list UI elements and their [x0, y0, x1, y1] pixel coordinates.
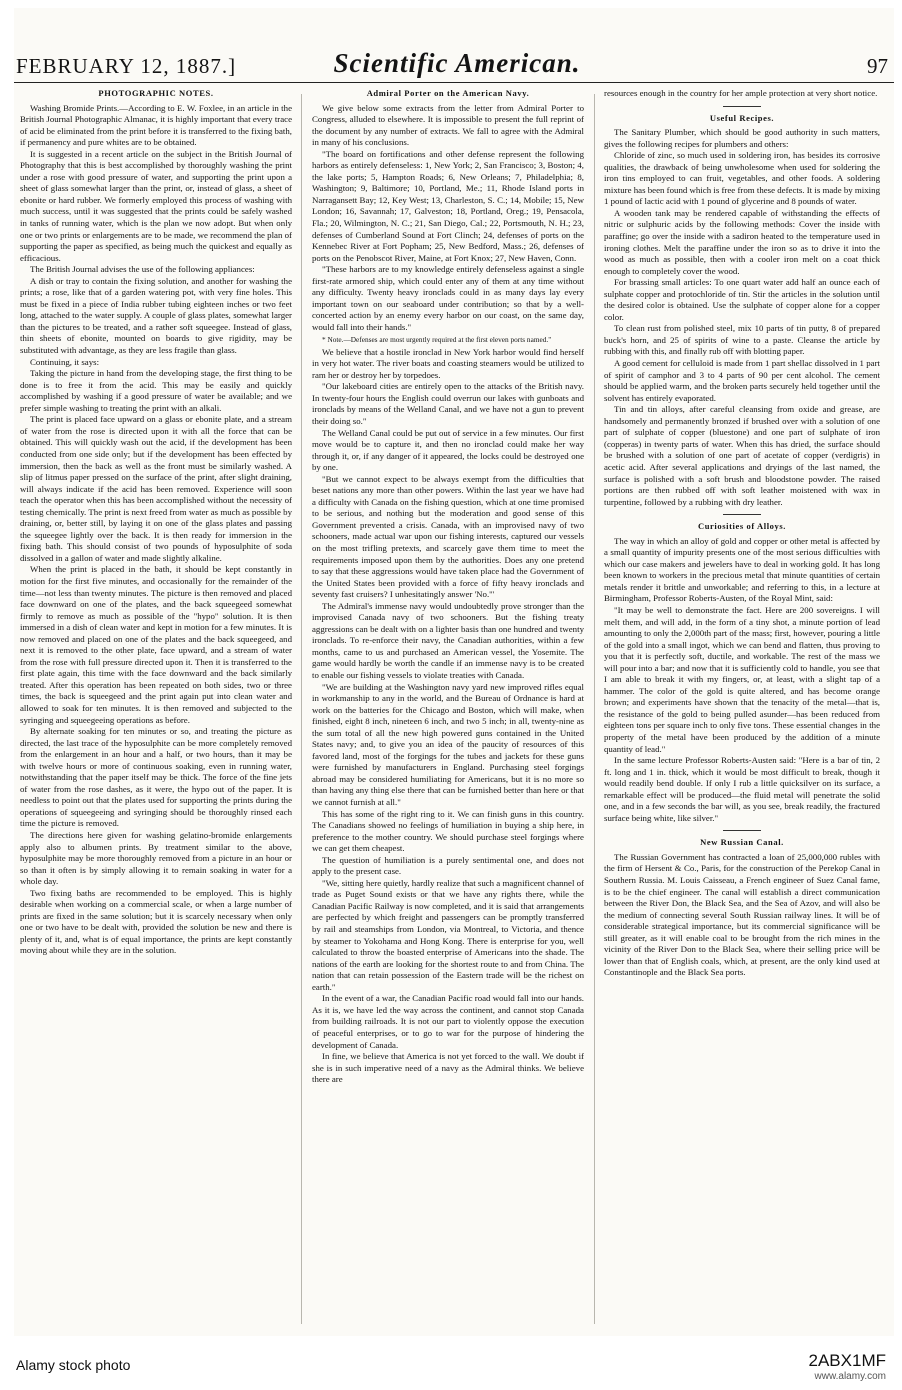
- paragraph: A dish or tray to contain the fixing solution, and another for washing the prints; a rose, like that of a garden watering pot, with very fine holes. This must be fixed in a piece of India rubber tubing eighteen inches or two feet long, attached to the water supply. A couple of glass plates, somewhat larger than the pictures to be treated, and a rather soft squeegee. Instead of glass, thin sheets of ebonite, mounted on boards to give rigidity, may be substituted with advantage, as they are less fragile than glass.: [20, 275, 292, 356]
- section-divider: [723, 830, 761, 831]
- article-sections: [604, 106, 880, 979]
- column-2: [312, 88, 584, 1328]
- paragraph: The Admiral's immense navy would undoubtedly prove stronger than the improvised Canada navy of two schooners. But the fishing treaty aggressions can be dealt with on a lighter basis than one hundred and twenty ironclads. To re-enforce their navy, the Canadian authorities, within a few months, came to us and purchased an American vessel, the Yosemite. The game would hardly be worth the candle if an immense navy is to be created to enable our fishing vessels to violate treaties with Canada.: [312, 600, 584, 680]
- paragraph: In the event of a war, the Canadian Pacific road would fall into our hands. As it is, we have led the way across the continent, and cannot stop Canada from building railroads. It is not our part to violently oppose the execution of peaceful enterprises, or to go to war for the purpose of hindering the development of Canada.: [312, 993, 584, 1050]
- watermark-brand: Alamy stock photo: [16, 1357, 131, 1373]
- page-number: 97: [867, 54, 888, 78]
- watermark-id: [809, 1351, 886, 1382]
- column-divider: [301, 94, 302, 1324]
- paragraph: Continuing, it says:: [30, 356, 100, 367]
- paragraph: "It may be well to demonstrate the fact. Here are 200 sovereigns. I will melt them, and will add, in the form of a tiny shot, a minute portion of lead amounting to only the 2,000th part of the mass; first, however, pouring a little of the gold into a small ingot, which we can bend and flatten, thus proving to you that it is perfectly soft, ductile, and workable. The rest of the mass we will pour into a bar; and now that it is sufficiently cold to handle, you see that I am able to break it with my fingers, or, at least, with a slight tap of a hammer. The color of the gold is quite altered, and has become orange brown; and experiments have shown that the tenacity of the metal—that is, the resistance of the gold to being pulled asunder—has been reduced from eighteen tons per square inch to only five tons. These essential changes in the property of the metal have been produced by the addition of a minute quantity of lead.": [604, 604, 880, 754]
- paragraph: Tin and tin alloys, after careful cleansing from oxide and grease, are handsomely and permanently bronzed if brushed over with a solution of one part of sulphate of copper (bluestone) and one part of sulphate of iron (copperas) in twenty parts of water. When this has dried, the surface should be brushed with a solution of one part of acetate of copper (verdigris) in acetic acid. After several applications and dryings of the last named, the surface is polished with a soft brush and bloodstone powder. The raised portions are then rubbed off with soft leather moistened with wax in turpentine, followed by a rubbing with dry leather.: [604, 404, 880, 507]
- section-divider: [723, 514, 761, 515]
- paragraph: We give below some extracts from the letter from Admiral Porter to Congress, alluded to elsewhere. It is impossible to present the full reprint of the document by any number of extracts. We fall to agree with the Admiral in many of his conclusions.: [312, 102, 584, 148]
- paragraph: The directions here given for washing gelatino-bromide enlargements apply also to albumen prints. By treatment similar to the above, hyposulphite may be more thoroughly removed from a picture in an hour or so than it often is by simply allowing it to remain soaking in water for a whole day.: [20, 830, 292, 887]
- paragraph: "Our lakeboard cities are entirely open to the attacks of the British navy. In twenty-four hours the English could overrun our lakes with gunboats and ironclads by means of the Welland Canal, and we have not a gun to prevent their doing so.": [312, 381, 584, 426]
- continued-paragraph: resources enough in the country for her ample protection at very short notice.: [604, 88, 878, 98]
- paragraph: Two fixing baths are recommended to be employed. This is highly desirable when working on a commercial scale, or when a large number of prints are fixed in the same solution; but it is scarcely necessary when only one or two have to be dealt with, provided the solution be new and there is plenty of it, and, what is of equal importance, the prints are kept constantly moving about while they are in the solution.: [20, 887, 292, 956]
- image-id: 2ABX1MF: [808, 1351, 886, 1370]
- paragraph: To clean rust from polished steel, mix 10 parts of tin putty, 8 of prepared buck's horn, and 25 of spirits of wine to a paste. Cleanse the article by rubbing with this, and finally rub off with blotting paper.: [604, 323, 880, 357]
- stock-watermark-bar: [0, 1346, 902, 1390]
- paragraph: In fine, we believe that America is not yet forced to the wall. We doubt if she is in such imperative need of a navy as the Admiral thinks. We believe there are: [312, 1051, 584, 1085]
- paragraph: The Russian Government has contracted a loan of 25,000,000 rubles with the firm of Hersent & Co., Paris, for the construction of the Perekop Canal in Southern Russia. M. Louis Caisseau, a French engineer of Suez Canal fame, is to be the chief engineer. The canal will establish a direct communication between the River Don, the Black Sea, and the Sea of Azov, and will also be the medium of connecting several South Russian railway lines. It will be of considerable strategical importance, but its commercial significance will be still greater, as it will enable coal to be brought from the rich mines in the vicinity of the River Don to the Black Sea, where their selling price will be lower than that of English coals, which, at present, are the only kind used at Constantinople and the Black Sea ports.: [604, 851, 880, 978]
- paragraph: The British Journal advises the use of the following appliances:: [30, 264, 255, 275]
- paragraph: A good cement for celluloid is made from 1 part shellac dissolved in 1 part of spirit of camphor and 3 to 4 parts of 90 per cent alcohol. The cement should be applied warm, and the broken parts securely held together until the solvent has entirely evaporated.: [604, 358, 880, 403]
- paragraph: Taking the picture in hand from the developing stage, the first thing to be done is to free it from the acid. This may be easily and quickly accomplished by washing if a good pressure of water be available; and we prefer simple washing to treating the print with an alkali.: [20, 368, 292, 413]
- newspaper-page: [14, 8, 894, 1336]
- paragraph: We believe that a hostile ironclad in New York harbor would find herself in very hot water. The river boats and coasting steamers would be utilized to ram her or destroy her by torpedoes.: [312, 346, 584, 380]
- section-heading: Curiosities of Alloys.: [697, 521, 787, 532]
- paragraph: "These harbors are to my knowledge entirely defenseless against a single first-rate armored ship, which could enter any of them at any time without any difficulty. Twenty heavy ironclads could in as many days lay every important town on our seaboard under contribution; so that by a well-concerted action by an enemy every harbor on our coast, on the same day, would fall into their hands.": [312, 264, 584, 332]
- column-divider: [594, 94, 595, 1324]
- paragraph: It is suggested in a recent article on the subject in the British Journal of Photography that this is best accomplished by thoroughly washing the print under a rose with good pressure of water, and supporting the print upon a sheet of glass somewhat larger than the print, or, instead of glass, a sheet of ebonite or hard rubber. We formerly employed this process of washing with much success, until it was suggested that the prints could be safely washed in tanks of running water, which is the plan we now adopt. But when only one or two prints or enlargements are to be made, we recommend the plan of supporting the paper as specified, as being much the quickest and equally as efficacious.: [20, 148, 292, 263]
- paragraph: In the same lecture Professor Roberts-Austen said: "Here is a bar of tin, 2 ft. long and 1 in. thick, which it would be most difficult to break, though it would readily bend double. If only I rub a little quicksilver on its surface, a remarkable effect will be produced—the fluid metal will penetrate the solid one, and in a few seconds the bar will, as you see, break readily, the fractured surface being white, like silver.": [604, 755, 880, 823]
- paragraph: "We, sitting here quietly, hardly realize that such a magnificent channel of trade as Puget Sound exists or that we have any rights there, while the Canadian Pacific Railway is now completed, and it is said that arrangements are perfected by which freight and passengers can be promptly transferred by rail and steamships from London, via Montreal, to Victoria, and thence by steamer to Yokohama and Hong Kong. There is enterprise for you, well calculated to throw the boasted enterprise of Americans into the shade. The nations of the earth are looking for the shortest route to and from China. The nation that can retain possession of the Eastern trade will be the richest on earth.": [312, 877, 584, 992]
- paragraph: A wooden tank may be rendered capable of withstanding the effects of nitric or sulphuric acids by the following methods: Cover the inside with paraffine; go over the inside with a sadiron heated to the temperature used in ironing clothes. Melt the paraffine under the iron so as to drive it into the wood as much as possible, then with a cooler iron melt on a coat thick enough to completely cover the wood.: [604, 207, 880, 276]
- publication-title: Scientific American.: [333, 48, 581, 78]
- paragraph: When the print is placed in the bath, it should be kept constantly in motion for the first five minutes, and occasionally for the remainder of the time—not less than twenty minutes. The picture is then removed and placed face downward on one of the plates, and the back squeegeed somewhat firmly to remove as much as possible of the "hypo" solution. It is then immersed in a dish of clean water and kept in motion for a few minutes. It is now removed and placed on one of the plates and the back squeegeed, and next it is removed to the other plate, face upward, and a stream of water from the rose with full pressure directed upon it. Then it is transferred to the first plate again, this time with the face downward and the back similarly treated. After this operation has been repeated on both sides, two or three times, the back is squeegeed and the print again put into clean water and allowed to soak for ten minutes. It is then removed and subjected to the syringing and squeegeeing operations as before.: [20, 564, 292, 725]
- masthead-rule: [14, 82, 894, 83]
- article-heading: PHOTOGRAPHIC NOTES.: [98, 88, 214, 98]
- article-body: [312, 103, 584, 334]
- masthead: [14, 8, 894, 78]
- article-heading: Admiral Porter on the American Navy.: [366, 88, 530, 98]
- paragraph: The Sanitary Plumber, which should be good authority in such matters, gives the following recipes for plumbers and others:: [604, 127, 880, 149]
- paragraph: "We are building at the Washington navy yard new improved rifles equal in workmanship to any in the world, and the Bureau of Ordnance is hard at work on the batteries for the Chicago and Boston, which will make, when finished, eight 8 inch, nineteen 6 inch, and two 5 inch; in all, twenty-nine as the sum total of all the new high powered guns contained in the United States navy; and, to give you an idea of the paucity of resources of this favored land, most of the forgings for the tubes and jackets for these guns were furnished by manufacturers in England. Purchasing steel forgings abroad may be considered humiliating for Americans, but it is no more so than having any thing else there that can be furnished better than here or that we cannot furnish at all.": [312, 681, 584, 808]
- section-heading: New Russian Canal.: [700, 837, 784, 848]
- paragraph: "The board on fortifications and other defense represent the following harbors as entirely defenseless: 1, New York; 2, San Francisco; 3, Boston; 4, the lake ports; 5, Hampton Roads; 6, New Orleans; 7, Philadelphia; 8, Washington; 9, Baltimore; 10, Portland, Me.; 11, Rhode Island ports in Narragansett Bay; 12, Key West; 13, Charleston, S. C.; 14, Mobile; 15, New London; 16, Savannah; 17, Galveston; 18, Portland, Oreg.; 19, Pensacola, Fla.; 20, Wilmington, N. C.; 21, San Diego, Cal.; 22, Portsmouth, N. H.; 23, defenses of Cumberland Sound at Fort Clinch; 24, defenses of ports on the Kennebec River at Fort Popham; 25, New Bedford, Mass.; 26, defenses of ports on the Penobscot River, Maine, at Fort Knox; 27, New Haven, Conn.: [312, 148, 584, 263]
- paragraph: "But we cannot expect to be always exempt from the difficulties that beset nations any more than other powers. Within the last year we have had a difficulty with Canada on the fishing question, which at one time promised to be serious, and nothing but the moderation and good sense of this Government prevented a crisis. Canada, with an improvised navy of two schooners, made actual war upon our fishing interests, captured our vessels on the most trifling pretexts, and scarcely gave them time to meet the requirements imposed upon them by the authorities. Does any one pretend to say that these aggressions would have taken place had the Government of the United States been provided with a force of fifty heavy ironclads and seventy fast cruisers? I unhesitatingly answer 'No.'": [312, 473, 584, 600]
- paragraph: The question of humiliation is a purely sentimental one, and does not apply to the present case.: [312, 854, 584, 877]
- watermark-domain: www.alamy.com: [814, 1371, 886, 1382]
- paragraph: For brassing small articles: To one quart water add half an ounce each of sulphate copper and protochloride of tin. Stir the articles in the solution until the desired color is obtained. Use the sulphate of copper alone for a copper color.: [604, 277, 880, 322]
- paragraph: The print is placed face upward on a glass or ebonite plate, and a stream of water from the rose is directed upon it with all the force that can be obtained. This will quickly wash out the acid, if the development has been conducted from one side only; but if the development has been effected by immersion, then the back as well as the front must be similarly washed. A slip of litmus paper pressed on the surface of the print, after slight draining, will always indicate if the acid has been removed. Experience will soon teach the operator when this has been accomplished without the necessity of testing chemically. The print is next freed from water as much as possible by draining, or, better still, by laying it on one of the glass plates and passing the squeegee lightly over the back. It is then ready for immersion in the fixing bath. This should consist of two pounds of hyposulphite of soda dissolved in a gallon of water and made slightly alkaline.: [20, 414, 292, 563]
- section-divider: [723, 106, 761, 107]
- footnote: * Note.—Defenses are most urgently required at the first eleven ports named.": [322, 335, 552, 345]
- section-heading: Useful Recipes.: [709, 112, 775, 123]
- paragraph: Washing Bromide Prints.—According to E. W. Foxlee, in an article in the British Journal Photographic Almanac, it is highly important that every trace of acid be eliminated from the print before it is transferred to the fixing bath, if permanency and pure whites are to be obtained.: [20, 102, 292, 148]
- paragraph: The way in which an alloy of gold and copper or other metal is affected by a small quantity of impurity presents one of the most serious difficulties with which our case makers and jewelers have to deal in working gold. It has long been known to workers in the precious metal that minute quantities of certain metals render it brittle and unworkable; and referring to this, in a lecture at Birmingham, Professor Roberts-Austen, of the Royal Mint, said:: [604, 535, 880, 604]
- paragraph: This has some of the right ring to it. We can finish guns in this country. The Canadians showed no feelings of humiliation in buying a ship here, in preference to the mother country. We should purchase steel forgings where we can get them cheapest.: [312, 808, 584, 854]
- paragraph: By alternate soaking for ten minutes or so, and treating the picture as directed, the last trace of the hyposulphite can be more completely removed from the enlargement in an hour and a half, or two hours, than it may be with twelve hours or more of continuous soaking, even in running water, notwithstanding that the paper itself may be thick. The force of the fine jets of water from the rose dashes, as it were, the hypo out of the paper. It is needless to point out that the plates used for supporting the prints during the operations of squeegeeing and syringing should be thoroughly rinsed each time the picture is removed.: [20, 726, 292, 829]
- column-1: [20, 88, 292, 1328]
- paragraph: The Welland Canal could be put out of service in a few minutes. Our first move would be to capture it, and then no ironclad could make her way through it, or, if any danger of it appeared, the locks could be destroyed one by one.: [312, 427, 584, 473]
- issue-date: FEBRUARY 12, 1887.]: [16, 54, 237, 78]
- article-body-continued: [312, 347, 584, 1086]
- article-body: [20, 103, 292, 957]
- paragraph: Chloride of zinc, so much used in soldering iron, has besides its corrosive qualities, the drawback of being unwholesome when used for soldering the iron tins employed to can fruit, vegetables, and other foods. A soldering mixture has been found which is free from these defects. It is made by mixing 1 pound of lactic acid with 1 pound of glycerine and 8 pounds of water.: [604, 150, 880, 207]
- column-3: [604, 88, 880, 1328]
